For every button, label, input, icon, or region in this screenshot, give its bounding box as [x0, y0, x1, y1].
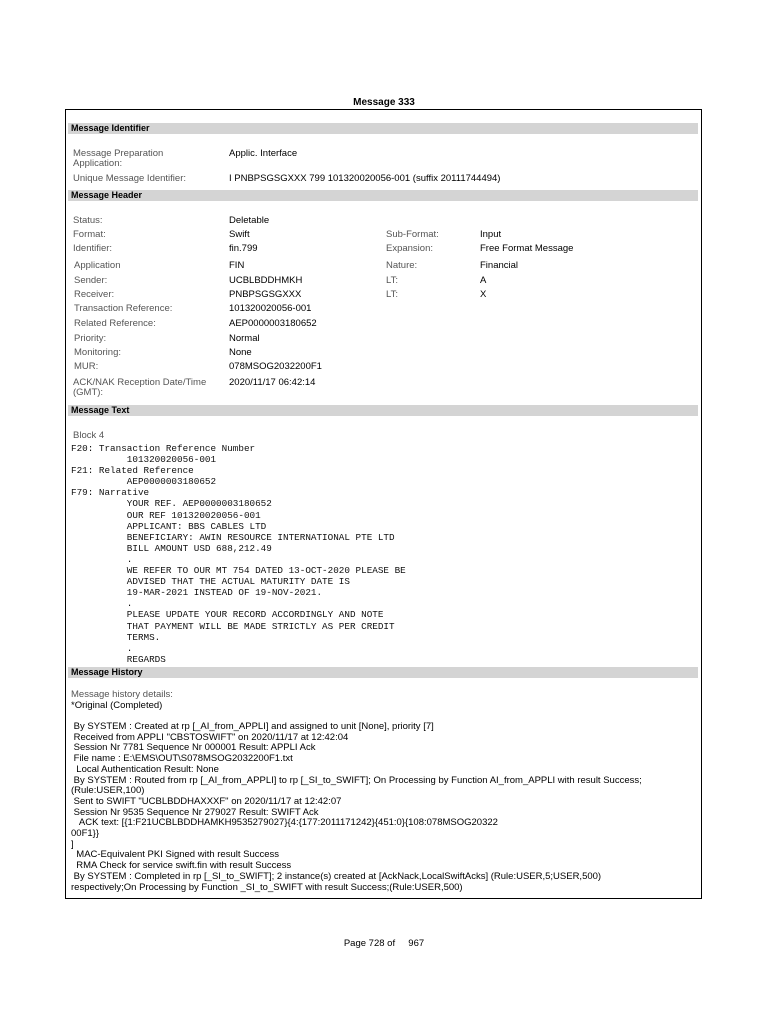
field-label: MUR:	[74, 361, 99, 372]
field-label: Sub-Format:	[386, 229, 439, 240]
message-text-line: .	[71, 642, 133, 654]
message-text-line: .	[71, 598, 133, 610]
history-line: ]	[71, 838, 74, 850]
field-value: Input	[480, 229, 502, 240]
field-value: X	[480, 289, 487, 300]
message-text-line: AEP0000003180652	[71, 476, 217, 488]
message-text-line: F20: Transaction Reference Number	[71, 443, 256, 454]
field-label: Nature:	[386, 260, 418, 271]
field-value: Financial	[480, 260, 519, 271]
field-value: Free Format Message	[480, 243, 574, 254]
message-text-line: THAT PAYMENT WILL BE MADE STRICTLY AS PER CREDIT	[71, 620, 395, 632]
field-value: Applic. Interface	[229, 148, 298, 159]
field-value: None	[229, 347, 252, 358]
field-value: PNBPSGSGXXX	[229, 289, 302, 300]
field-label: Application	[74, 260, 121, 271]
field-label: Expansion:	[386, 243, 434, 254]
field-value: FIN	[229, 260, 245, 271]
history-details-label: Message history details:	[71, 689, 173, 700]
field-label: Status:	[73, 215, 103, 226]
message-body	[71, 443, 406, 665]
message-text-line: 19-MAR-2021 INSTEAD OF 19-NOV-2021.	[71, 587, 323, 599]
message-text-line: OUR REF 101320020056-001	[71, 509, 261, 521]
field-value: Swift	[229, 229, 250, 240]
history-line: File name : E:\EMS\OUT\S078MSOG2032200F1.txt	[71, 753, 293, 765]
message-text-line: BENEFICIARY: AWIN RESOURCE INTERNATIONAL PTE LTD	[71, 531, 395, 543]
field-value: AEP0000003180652	[229, 318, 317, 329]
history-line: By SYSTEM : Created at rp [_AI_from_APPLI] and assigned to unit [None], priority [7]	[71, 721, 434, 732]
field-label: Unique Message Identifier:	[73, 173, 187, 184]
section-message-history: Message History	[68, 667, 698, 678]
message-text-line: PLEASE UPDATE YOUR RECORD ACCORDINGLY AND NOTE	[71, 609, 384, 621]
field-label: Monitoring:	[74, 347, 121, 358]
history-line: Local Authentication Result: None	[71, 763, 219, 775]
field-value: Normal	[229, 333, 260, 344]
message-text-line: WE REFER TO OUR MT 754 DATED 13-OCT-2020 PLEASE BE	[71, 565, 406, 577]
field-value: Deletable	[229, 215, 270, 226]
field-label: Receiver:	[74, 289, 115, 300]
field-label: Related Reference:	[74, 318, 156, 329]
field-value: UCBLBDDHMKH	[229, 275, 303, 286]
history-line: Sent to SWIFT "UCBLBDDHAXXXF" on 2020/11/17 at 12:42:07	[71, 795, 342, 807]
history-list	[71, 722, 696, 893]
history-line: By SYSTEM : Routed from rp [_AI_from_APPLI] to rp [_SI_to_SWIFT]; On Processing by Function AI_from_APPLI with result Success;(Rule:USER,100)	[71, 774, 642, 797]
field-value: fin.799	[229, 243, 258, 254]
history-line: MAC-Equivalent PKI Signed with result Success	[71, 849, 280, 861]
page-footer: Page 728 of 967	[343, 938, 425, 949]
message-text-line: BILL AMOUNT USD 688,212.49	[71, 542, 272, 554]
message-text-line: REGARDS	[71, 653, 166, 665]
section-message-header: Message Header	[68, 190, 698, 201]
message-text-line: ADVISED THAT THE ACTUAL MATURITY DATE IS	[71, 576, 350, 588]
message-text-line: YOUR REF. AEP0000003180652	[71, 498, 272, 510]
history-original: *Original (Completed)	[71, 700, 163, 711]
field-label: LT:	[386, 289, 398, 300]
history-line: ACK text: [{1:F21UCBLBDDHAMKH9535279027}{4:{177:2011171242}{451:0}{108:078MSOG20322 00F1}}	[71, 817, 498, 840]
message-text-line: APPLICANT: BBS CABLES LTD	[71, 520, 267, 532]
field-label: Format:	[73, 229, 106, 240]
history-line: Received from APPLI "CBSTOSWIFT" on 2020/11/17 at 12:42:04	[71, 731, 349, 743]
field-label: LT:	[386, 275, 398, 286]
field-label: Identifier:	[73, 243, 113, 254]
message-title: Message 333	[353, 97, 415, 108]
field-label: ACK/NAK Reception Date/Time (GMT):	[73, 377, 207, 398]
history-line: Session Nr 9535 Sequence Nr 279027 Result: SWIFT Ack	[71, 806, 319, 818]
history-line: By SYSTEM : Completed in rp [_SI_to_SWIFT]; 2 instance(s) created at [AckNack,LocalSwiftAcks] (Rule:USER,5;USER,500) respectively;On Processing by Function _SI_to_SWIFT with result Success;(Rule:USER,500)	[71, 870, 602, 893]
message-text-line: TERMS.	[71, 631, 161, 643]
section-message-identifier: Message Identifier	[68, 123, 698, 134]
block-label: Block 4	[73, 430, 105, 441]
field-label: Message Preparation Application:	[73, 148, 164, 169]
field-value: 078MSOG2032200F1	[229, 361, 322, 372]
history-line: Session Nr 7781 Sequence Nr 000001 Result: APPLI Ack	[71, 742, 316, 754]
field-label: Priority:	[74, 333, 107, 344]
field-value: I PNBPSGSGXXX 799 101320020056-001 (suffix 20111744494)	[229, 173, 501, 184]
field-label: Transaction Reference:	[74, 303, 173, 314]
field-value: 101320020056-001	[229, 303, 312, 314]
message-text-line: F79: Narrative	[71, 487, 150, 499]
history-line: RMA Check for service swift.fin with result Success	[71, 860, 292, 872]
message-text-line: .	[71, 553, 133, 565]
message-text-line: F21: Related Reference	[71, 465, 194, 477]
field-label: Sender:	[74, 275, 108, 286]
field-value: 2020/11/17 06:42:14	[229, 377, 316, 388]
section-message-text: Message Text	[68, 405, 698, 416]
field-value: A	[480, 275, 487, 286]
message-text-line: 101320020056-001	[71, 454, 217, 466]
